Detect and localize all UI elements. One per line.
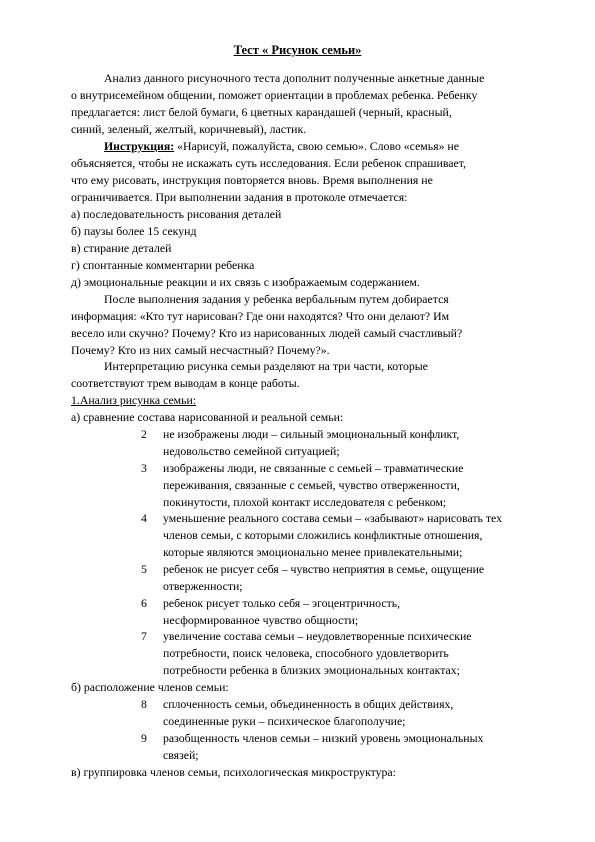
protocol-item: г) спонтанные комментарии ребенка: [71, 257, 255, 272]
item-line: увеличение состава семьи – неудовлетворенные психические: [163, 629, 472, 643]
item-number: 4: [141, 511, 147, 525]
numbered-item: [141, 561, 541, 595]
numbered-item: [141, 426, 541, 460]
numbered-item: [141, 460, 541, 511]
numbered-item: [141, 595, 541, 629]
interpretation-line: соответствуют трем выводам в конце работы.: [71, 375, 300, 390]
item-line: покинутости, плохой контакт исследователя с ребенком;: [163, 494, 447, 509]
item-line: ребенок не рисует себя – чувство неприятия в семье, ощущение: [163, 562, 485, 576]
item-line: которые являются эмоционально менее привлекательными;: [163, 544, 463, 559]
item-line: несформированное чувство общности;: [163, 612, 359, 627]
protocol-item: б) паузы более 15 секунд: [71, 223, 197, 238]
instruction-paragraph: [71, 138, 541, 206]
section1-sub-c-block: [71, 764, 541, 781]
item-line: изображены люди, не связанные с семьей – травматические: [163, 461, 464, 475]
item-line: недовольство семейной ситуацией;: [163, 443, 340, 458]
intro-paragraph: [71, 70, 541, 138]
item-number: 3: [141, 461, 147, 475]
protocol-item: в) стирание деталей: [71, 240, 172, 255]
intro-line: синий, зеленый, желтый, коричневый), ластик.: [71, 121, 307, 136]
item-line: переживания, связанные с семьей, чувство отверженности,: [163, 477, 460, 492]
numbered-item: [141, 510, 541, 561]
instruction-line: объясняется, чтобы не искажать суть исследования. Если ребенок спрашивает,: [71, 155, 466, 170]
intro-line: предлагается: лист белой бумаги, 6 цветных карандашей (черный, красный,: [71, 104, 452, 119]
numbered-item: [141, 696, 541, 730]
section1-sub-a: а) сравнение состава нарисованной и реальной семьи:: [71, 409, 344, 424]
section1-heading: 1.Анализ рисунка семьи:: [71, 393, 197, 407]
item-line: соединенные руки – психическое благополучие;: [163, 713, 406, 728]
intro-line: о внутрисемейном общении, поможет ориентации в проблемах ребенка. Ребенку: [71, 87, 478, 102]
item-number: 8: [141, 697, 147, 711]
interpretation-paragraph: [71, 358, 541, 392]
item-number: 6: [141, 596, 147, 610]
section1-sub-b: б) расположение членов семьи:: [71, 680, 229, 694]
item-line: потребности ребенка в близких эмоциональных контактах;: [163, 662, 460, 677]
intro-line: Анализ данного рисуночного теста дополнит полученные анкетные данные: [104, 71, 485, 85]
document-title: Тест « Рисунок семьи»: [233, 43, 362, 57]
interpretation-line: Интерпретацию рисунка семьи разделяют на три части, которые: [104, 359, 428, 373]
protocol-item: а) последовательность рисования деталей: [71, 207, 282, 221]
instruction-label: Инструкция:: [104, 139, 175, 153]
instruction-line: ограничивается. При выполнении задания в протоколе отмечается:: [71, 189, 408, 204]
item-line: ребенок рисует только себя – эгоцентричность,: [163, 596, 401, 610]
numbered-item: [141, 730, 541, 764]
item-number: 7: [141, 629, 147, 643]
instruction-text: «Нарисуй, пожалуйста, свою семью». Слово «семья» не: [174, 139, 459, 153]
item-line: уменьшение реального состава семьи – «забывают» нарисовать тех: [163, 511, 503, 525]
section1-sub-c: в) группировка членов семьи, психологическая микроструктура:: [71, 765, 396, 779]
item-line: членов семьи, с которыми сложились конфликтные отношения,: [163, 527, 483, 542]
section1: [71, 392, 541, 426]
item-line: отверженности;: [163, 578, 243, 593]
item-number: 9: [141, 731, 147, 745]
after-line: Почему? Кто из них самый несчастный? Почему?».: [71, 342, 330, 357]
after-line: После выполнения задания у ребенка вербальным путем добирается: [104, 292, 449, 306]
after-line: весело или скучно? Почему? Кто из нарисованных людей самый счастливый?: [71, 325, 463, 340]
instruction-line: что ему рисовать, инструкция повторяется вновь. Время выполнения не: [71, 172, 433, 187]
instruction-line: [71, 138, 541, 155]
item-number: 5: [141, 562, 147, 576]
item-line: связей;: [163, 747, 199, 762]
section1-sub-b-block: [71, 679, 541, 696]
protocol-list: [71, 206, 541, 291]
item-line: разобщенность членов семьи – низкий уровень эмоциональных: [163, 731, 484, 745]
item-line: сплоченность семьи, объединенность в общих действиях,: [163, 697, 454, 711]
item-number: 2: [141, 427, 147, 441]
protocol-item: д) эмоциональные реакции и их связь с изображаемым содержанием.: [71, 274, 420, 289]
after-line: информация: «Кто тут нарисован? Где они находятся? Что они делают? Им: [71, 308, 450, 323]
after-paragraph: [71, 291, 541, 359]
item-line: не изображены люди – сильный эмоциональный конфликт,: [163, 427, 460, 441]
numbered-item: [141, 628, 541, 679]
item-line: потребности, поиск человека, способного удовлетворить: [163, 645, 449, 660]
